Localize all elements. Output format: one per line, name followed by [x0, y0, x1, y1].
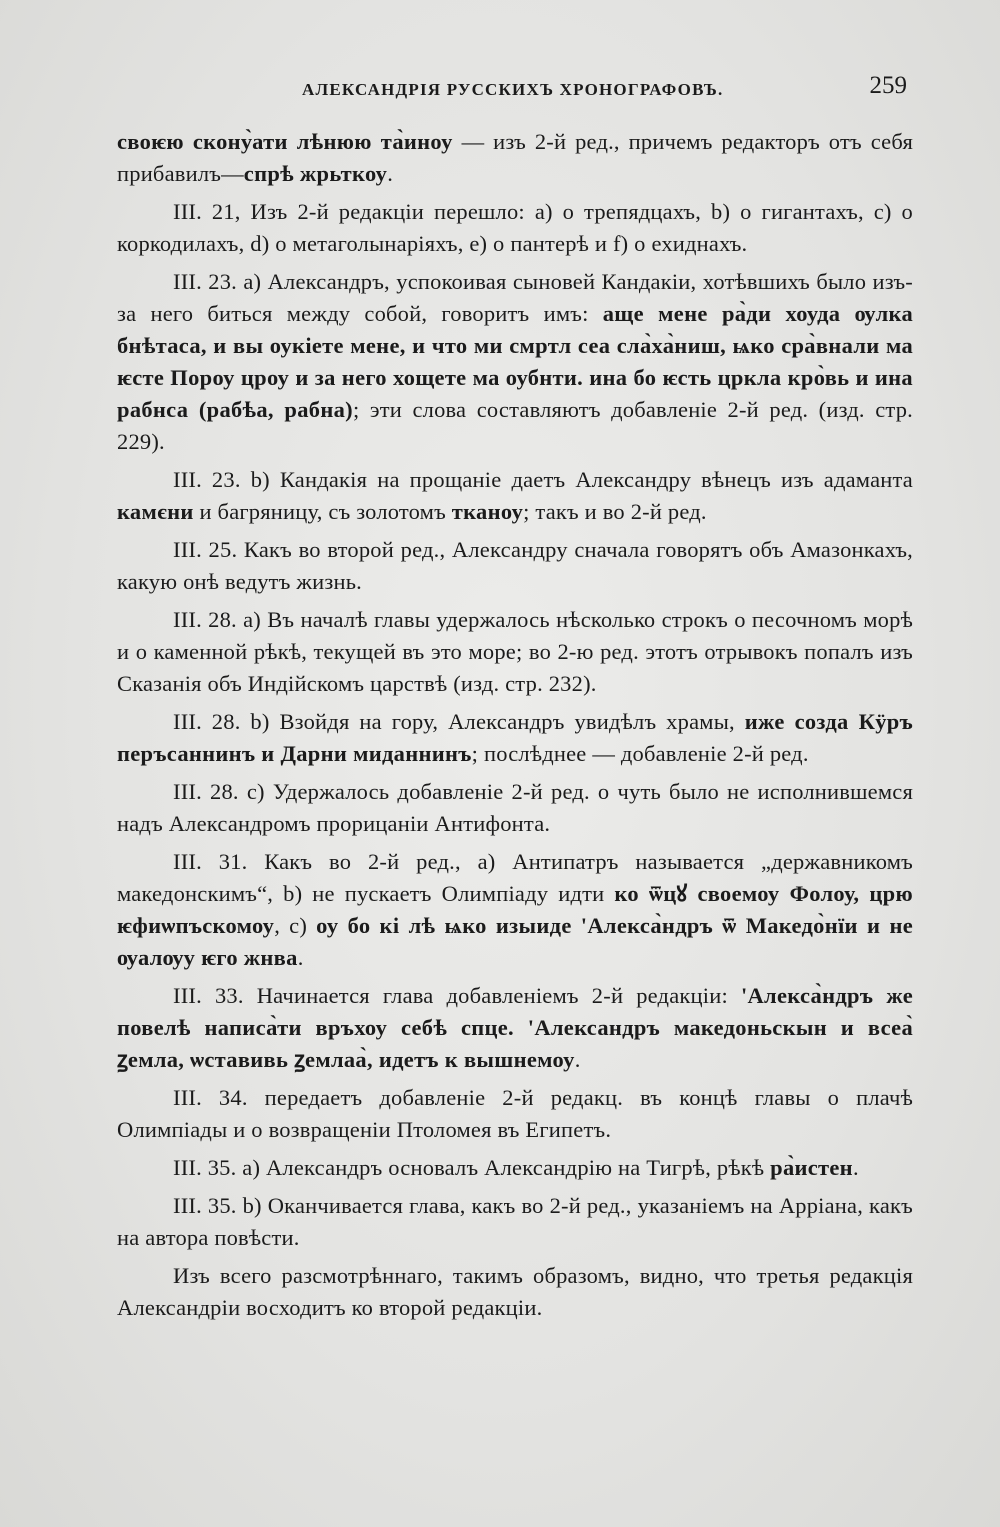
- church-slavonic-quote: ко ѿцꙋ своемоу Фолоу, црю ѥфиѡпъскомоу: [117, 881, 913, 938]
- text-segment: III. 28. b) Взойдя на гору, Александръ увидѣлъ храмы,: [173, 709, 745, 734]
- text-segment: — изъ 2-й ред., причемъ редакторъ отъ себя прибавилъ—: [117, 129, 913, 186]
- church-slavonic-quote: оу бо кі лѣ ѩко изыиде 'Алекса̀ндръ ѿ Македо̀нїи и не ѹалѹу ѥго жнва: [117, 913, 914, 970]
- paragraph: [117, 1260, 913, 1324]
- text-segment: .: [297, 945, 304, 970]
- church-slavonic-quote: 'Алекса̀ндръ же повелѣ написа̀ти връхоу себѣ спце. 'Александръ македоньскын и всеа̀ ꙁемла, ѡставивь ꙁемлаа̀, идетъ к вышнемоу: [117, 983, 913, 1072]
- text-segment: III. 31. Какъ во 2-й ред., a) Антипатръ называется „державникомъ македонскимъ“, b) не пускаетъ Олимпіаду идти: [117, 849, 913, 906]
- church-slavonic-quote: тканоу: [451, 499, 524, 524]
- church-slavonic-quote: своѥю скону̀ати лѣнюю та̀иноу: [117, 129, 453, 154]
- church-slavonic-quote: ра̀истен: [770, 1155, 853, 1180]
- text-segment: .: [574, 1047, 581, 1072]
- paragraph: [117, 846, 913, 974]
- church-slavonic-quote: аще мене ра̀ди хоуда ѹлка бнѣтаса, и вы оукіете мене, и что ми смртл сеа сла̀ха̀ниш, ѩко сра̀внали ма ѥсте Пороу цроу и за него хощете ма оубнти. ина бо ѥсть цркла кро̀вь и ина рабнса (рабѣа, рабна): [117, 301, 913, 422]
- paragraph: [117, 1190, 913, 1254]
- text-segment: Изъ всего разсмотрѣннаго, такимъ образомъ, видно, что третья редакція Александріи восходитъ ко второй редакціи.: [117, 1263, 913, 1320]
- text-segment: .: [852, 1155, 859, 1180]
- running-head: АЛЕКСАНДРІЯ РУССКИХЪ ХРОНОГРАФОВЪ.: [302, 80, 724, 99]
- paragraph: [117, 980, 913, 1076]
- text-segment: ; послѣднее — добавленіе 2-й ред.: [471, 741, 809, 766]
- church-slavonic-quote: иже созда Кӱръ перъсаннинъ и Дарни миданнинъ: [117, 709, 913, 766]
- paragraph: [117, 1152, 913, 1184]
- text-segment: ; такъ и во 2-й ред.: [523, 499, 707, 524]
- text-segment: III. 23. b) Кандакія на прощаніе даетъ Александру вѣнецъ изъ адаманта: [173, 467, 913, 492]
- text-segment: III. 21, Изъ 2-й редакціи перешло: a) о трепядцахъ, b) о гигантахъ, c) о коркодилахъ, d) о метаголынаріяхъ, e) о пантерѣ и f) о ехиднахъ.: [117, 199, 913, 256]
- text-segment: и багряницу, съ золотомъ: [193, 499, 452, 524]
- text-segment: III. 33. Начинается глава добавленіемъ 2-й редакціи:: [173, 983, 741, 1008]
- text-segment: III. 23. a) Александръ, успокоивая сыновей Кандакіи, хотѣвшихъ было изъ-за него биться между собой, говоритъ имъ:: [117, 269, 913, 326]
- paragraph: [117, 196, 913, 260]
- text-segment: III. 34. передаетъ добавленіе 2-й редакц. въ концѣ главы о плачѣ Олимпіады и о возвращеніи Птоломея въ Египетъ.: [117, 1085, 913, 1142]
- text-segment: III. 35. b) Оканчивается глава, какъ во 2-й ред., указаніемъ на Арріана, какъ на автора повѣсти.: [117, 1193, 913, 1250]
- text-segment: , c): [274, 913, 317, 938]
- paragraph: [117, 266, 913, 458]
- text-segment: III. 28. c) Удержалось добавленіе 2-й ред. о чуть было не исполнившемся надъ Александромъ прорицаніи Антифонта.: [117, 779, 913, 836]
- body-text: [117, 126, 913, 1330]
- paragraph: [117, 604, 913, 700]
- text-segment: .: [387, 161, 394, 186]
- paragraph: [117, 776, 913, 840]
- church-slavonic-quote: спрѣ жрьткоу: [243, 161, 388, 186]
- paragraph: [117, 464, 913, 528]
- paragraph: [117, 534, 913, 598]
- text-segment: III. 35. a) Александръ основалъ Александрію на Тигрѣ, рѣкѣ: [173, 1155, 771, 1180]
- church-slavonic-quote: камєни: [117, 499, 194, 524]
- paragraph: [117, 126, 913, 190]
- text-segment: ; эти слова составляютъ добавленіе 2-й ред. (изд. стр. 229).: [117, 397, 913, 454]
- page-header: [117, 72, 913, 108]
- text-segment: III. 25. Какъ во второй ред., Александру сначала говорятъ объ Амазонкахъ, какую онѣ ведутъ жизнь.: [117, 537, 913, 594]
- text-segment: III. 28. a) Въ началѣ главы удержалось нѣсколько строкъ о песочномъ морѣ и о каменной рѣкѣ, текущей въ это море; во 2-ю ред. этотъ отрывокъ попалъ изъ Сказанія объ Индійскомъ царствѣ (изд. стр. 232).: [117, 607, 913, 696]
- paragraph: [117, 706, 913, 770]
- page-number: 259: [869, 72, 907, 99]
- paragraph: [117, 1082, 913, 1146]
